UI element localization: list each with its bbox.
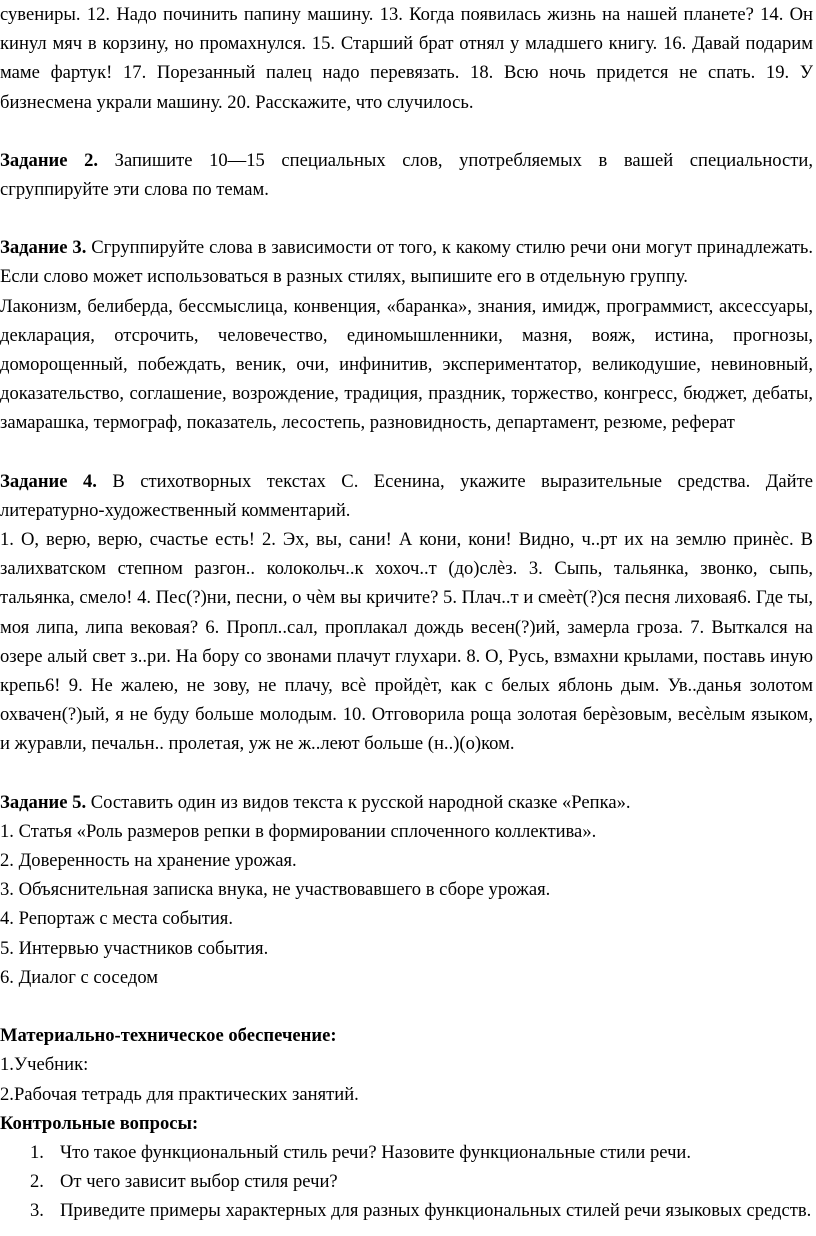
task-5-item: 4. Репортаж с места события. <box>0 908 234 930</box>
task-4-title: Задание 4. <box>0 470 97 492</box>
materials-title: Материально-техническое обеспечение: <box>0 1025 337 1047</box>
task-2-title: Задание 2. <box>0 149 99 171</box>
task-3-title: Задание 3. <box>0 237 87 259</box>
task-3-text: Сгруппируйте слова в зависимости от того, к какому стилю речи они могут принадлежать. Если слово может использоваться в разных стилях, выпишите его в отдельную группу. <box>0 237 813 288</box>
task-5-item: 2. Доверенность на хранение урожая. <box>0 850 297 872</box>
materials-item: 2.Рабочая тетрадь для практических занятий. <box>0 1083 359 1105</box>
question-text: От чего зависит выбор стиля речи? <box>60 1171 338 1193</box>
question-number: 3. <box>30 1200 44 1222</box>
task-4-examples: 1. О, верю, верю, счастье есть! 2. Эх, вы, сани! А кони, кони! Видно, ч..рт их на землю принѐс. В залихватском степном разгон.. колокольч..к хохоч..т (до)слѐз. 3. Сыпь, тальянка, звонко, сыпь, тальянка, смело! 4. Пес(?)ни, песни, о чѐм вы кричите? 5. Плач..т и смеѐт(?)ся песня лиховая6. Где ты, моя липа, липа вековая? 6. Пропл..сал, проплакал дождь весен(?)ий, замерла гроза. 7. Выткался на озере алый свет з..ри. На бору со звонами плачут глухари. 8. О, Русь, взмахни крылами, поставь иную крепь6! 9. Не жалею, не зову, не плачу, всѐ пройдѐт, как с белых яблонь дым. Ув..данья золотом охвачен(?)ый, я не буду больше молодым. 10. Отговорила роща золотая берѐзовым, весѐлым языком, и журавли, печальн.. пролетая, уж не ж..леют больше (н..)(о)ком. <box>0 529 813 755</box>
question-text: Приведите примеры характерных для разных функциональных стилей речи языковых средств. <box>60 1200 812 1222</box>
question-item <box>0 1138 813 1167</box>
task-5-text: Составить один из видов текста к русской народной сказке «Репка». <box>90 791 631 813</box>
task-3 <box>0 233 813 291</box>
task-5 <box>0 788 813 817</box>
task-5-item: 5. Интервью участников события. <box>0 937 269 959</box>
question-text: Что такое функциональный стиль речи? Назовите функциональные стили речи. <box>60 1141 692 1163</box>
question-item <box>0 1167 813 1196</box>
questions-heading <box>0 1109 813 1138</box>
question-item <box>0 1196 813 1225</box>
task-5-title: Задание 5. <box>0 791 87 813</box>
task-5-item: 6. Диалог с соседом <box>0 966 159 988</box>
task-4 <box>0 467 813 525</box>
questions-title: Контрольные вопросы: <box>0 1112 199 1134</box>
spacer <box>0 438 813 467</box>
intro-paragraph: сувениры. 12. Надо починить папину машину. 13. Когда появилась жизнь на нашей планете? 14. Он кинул мяч в корзину, но промахнулся. 15. Старший брат отнял у младшего книгу. 16. Давай подарим маме фартук! 17. Порезанный палец надо перевязать. 18. Всю ночь придется не спать. 19. У бизнесмена украли машину. 20. Расскажите, что случилось. <box>0 4 813 113</box>
task-3-words: Лаконизм, белиберда, бессмыслица, конвенция, «баранка», знания, имидж, программист, аксессуары, декларация, отсрочить, человечество, единомышленники, мазня, вояж, истина, прогнозы, доморощенный, побеждать, веник, очи, инфинитив, экспериментатор, великодушие, невиновный, доказательство, соглашение, возрождение, традиция, праздник, торжество, конгресс, бюджет, дебаты, замарашка, термограф, показатель, лесостепь, разновидность, департамент, резюме, реферат <box>0 295 813 434</box>
task-5-item: 3. Объяснительная записка внука, не участвовавшего в сборе урожая. <box>0 879 551 901</box>
task-2-text: Запишите 10—15 специальных слов, употребляемых в вашей специальности, сгруппируйте эти слова по темам. <box>0 149 814 201</box>
question-number: 2. <box>30 1171 44 1193</box>
materials-heading <box>0 1021 813 1050</box>
task-4-text: В стихотворных текстах С. Есенина, укажите выразительные средства. Дайте литературно-художественный комментарий. <box>0 470 813 521</box>
materials-item: 1.Учебник: <box>0 1054 89 1076</box>
spacer <box>0 759 813 788</box>
spacer <box>0 204 813 233</box>
question-number: 1. <box>30 1141 44 1163</box>
task-5-item: 1. Статья «Роль размеров репки в формировании сплоченного коллектива». <box>0 820 597 842</box>
task-2 <box>0 146 813 204</box>
spacer <box>0 117 813 146</box>
spacer <box>0 992 813 1021</box>
questions-list <box>0 1138 813 1226</box>
